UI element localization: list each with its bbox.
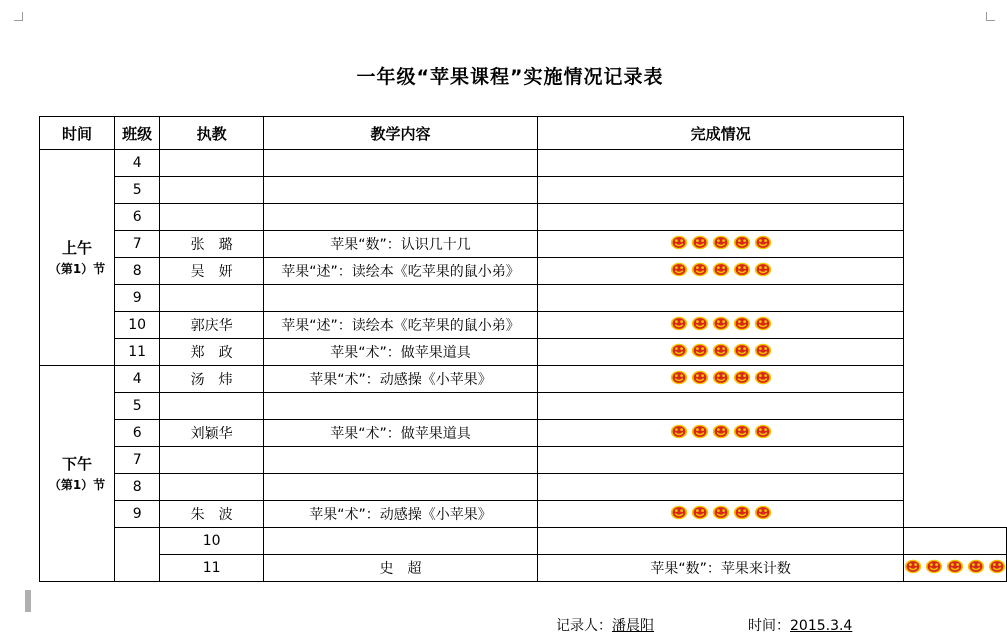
- class-cell: 5: [115, 393, 160, 420]
- period-label: 上午: [61, 238, 92, 257]
- document-title: 一年级“苹果课程”实施情况记录表: [356, 66, 664, 88]
- status-cell: [904, 555, 1007, 582]
- status-cell: [538, 501, 904, 528]
- status-cell: [538, 150, 904, 177]
- header-content: 教学内容: [263, 117, 537, 150]
- class-cell: 9: [115, 285, 160, 312]
- teacher-cell: 朱 波: [160, 501, 264, 528]
- teacher-cell: [160, 150, 264, 177]
- status-cell: [538, 177, 904, 204]
- table-row: [40, 366, 1007, 393]
- record-date: 2015.3.4: [790, 618, 853, 634]
- rating-stickers: [670, 262, 772, 277]
- class-cell: 8: [115, 258, 160, 285]
- class-cell: 7: [115, 231, 160, 258]
- smiley-sticker-icon: [691, 343, 709, 358]
- smiley-sticker-icon: [925, 559, 943, 574]
- smiley-sticker-icon: [754, 343, 772, 358]
- class-cell: 10: [115, 312, 160, 339]
- teacher-cell: 史 超: [263, 555, 537, 582]
- smiley-sticker-icon: [691, 262, 709, 277]
- table-row: [40, 231, 1007, 258]
- smiley-sticker-icon: [733, 343, 751, 358]
- text-cursor-marker: [25, 590, 31, 612]
- page-corner-mark: [986, 12, 995, 21]
- teacher-cell: [160, 204, 264, 231]
- smiley-sticker-icon: [670, 262, 688, 277]
- table-row: [40, 528, 1007, 555]
- smiley-sticker-icon: [904, 559, 922, 574]
- table-row: [40, 177, 1007, 204]
- smiley-sticker-icon: [712, 343, 730, 358]
- content-cell: 苹果“数”：苹果来计数: [538, 555, 904, 582]
- teacher-cell: 刘颖华: [160, 420, 264, 447]
- content-cell: 苹果“术”：动感操《小苹果》: [263, 501, 537, 528]
- class-cell: 9: [115, 501, 160, 528]
- period-cell: [40, 150, 115, 366]
- smiley-sticker-icon: [691, 316, 709, 331]
- rating-stickers: [670, 370, 772, 385]
- smiley-sticker-icon: [712, 505, 730, 520]
- smiley-sticker-icon: [670, 316, 688, 331]
- table-header-row: [40, 117, 1007, 150]
- date-field: [748, 615, 852, 635]
- status-cell: [538, 447, 904, 474]
- recorder-field: [556, 615, 654, 635]
- period-sub: （第1）节: [48, 477, 106, 492]
- content-cell: 苹果“述”：读绘本《吃苹果的鼠小弟》: [263, 258, 537, 285]
- teacher-cell: [160, 285, 264, 312]
- smiley-sticker-icon: [712, 316, 730, 331]
- class-cell: 11: [160, 555, 264, 582]
- content-cell: [263, 474, 537, 501]
- table-row: [40, 501, 1007, 528]
- status-cell: [538, 231, 904, 258]
- teacher-cell: 张 璐: [160, 231, 264, 258]
- status-cell: [538, 393, 904, 420]
- content-cell: [263, 150, 537, 177]
- smiley-sticker-icon: [670, 343, 688, 358]
- rating-stickers: [670, 343, 772, 358]
- smiley-sticker-icon: [670, 370, 688, 385]
- teacher-cell: 郑 政: [160, 339, 264, 366]
- smiley-sticker-icon: [946, 559, 964, 574]
- smiley-sticker-icon: [733, 262, 751, 277]
- class-cell: 4: [115, 366, 160, 393]
- status-cell: [538, 339, 904, 366]
- table-row: [40, 555, 1007, 582]
- class-cell: 6: [115, 420, 160, 447]
- smiley-sticker-icon: [754, 370, 772, 385]
- record-table: [39, 116, 1007, 582]
- table-row: [40, 204, 1007, 231]
- teacher-cell: 吴 妍: [160, 258, 264, 285]
- content-cell: [263, 447, 537, 474]
- smiley-sticker-icon: [691, 235, 709, 250]
- period-cell-empty: [115, 528, 160, 582]
- smiley-sticker-icon: [733, 424, 751, 439]
- smiley-sticker-icon: [670, 424, 688, 439]
- content-cell: 苹果“数”：认识几十几: [263, 231, 537, 258]
- smiley-sticker-icon: [733, 505, 751, 520]
- smiley-sticker-icon: [670, 235, 688, 250]
- period-sub: （第1）节: [48, 261, 106, 276]
- period-cell: [40, 366, 115, 582]
- rating-stickers: [670, 505, 772, 520]
- header-time: 时间: [40, 117, 115, 150]
- table-row: [40, 393, 1007, 420]
- teacher-cell: [160, 474, 264, 501]
- smiley-sticker-icon: [988, 559, 1006, 574]
- table-row: [40, 474, 1007, 501]
- table-row: [40, 258, 1007, 285]
- date-label: 时间：: [748, 618, 790, 634]
- class-cell: 4: [115, 150, 160, 177]
- smiley-sticker-icon: [754, 262, 772, 277]
- class-cell: 7: [115, 447, 160, 474]
- rating-stickers: [904, 559, 1006, 574]
- table-row: [40, 312, 1007, 339]
- rating-stickers: [670, 424, 772, 439]
- status-cell: [538, 258, 904, 285]
- recorder-label: 记录人：: [556, 618, 612, 634]
- table-row: [40, 420, 1007, 447]
- smiley-sticker-icon: [733, 316, 751, 331]
- status-cell: [904, 528, 1007, 555]
- smiley-sticker-icon: [754, 235, 772, 250]
- content-cell: 苹果“述”：读绘本《吃苹果的鼠小弟》: [263, 312, 537, 339]
- smiley-sticker-icon: [733, 370, 751, 385]
- class-cell: 5: [115, 177, 160, 204]
- table-body: [40, 150, 1007, 582]
- table-row: [40, 285, 1007, 312]
- header-teacher: 执教: [160, 117, 264, 150]
- teacher-cell: [160, 177, 264, 204]
- status-cell: [538, 474, 904, 501]
- smiley-sticker-icon: [712, 424, 730, 439]
- teacher-cell: [160, 447, 264, 474]
- status-cell: [538, 204, 904, 231]
- content-cell: 苹果“术”：做苹果道具: [263, 420, 537, 447]
- status-cell: [538, 366, 904, 393]
- class-cell: 10: [160, 528, 264, 555]
- smiley-sticker-icon: [754, 505, 772, 520]
- content-cell: [263, 204, 537, 231]
- header-status: 完成情况: [538, 117, 904, 150]
- status-cell: [538, 420, 904, 447]
- smiley-sticker-icon: [691, 370, 709, 385]
- teacher-cell: 汤 炜: [160, 366, 264, 393]
- period-label: 下午: [61, 454, 92, 473]
- teacher-cell: [160, 393, 264, 420]
- teacher-cell: 郭庆华: [160, 312, 264, 339]
- table-row: [40, 150, 1007, 177]
- recorder-name: 潘晨阳: [612, 618, 654, 634]
- status-cell: [538, 312, 904, 339]
- class-cell: 6: [115, 204, 160, 231]
- class-cell: 8: [115, 474, 160, 501]
- content-cell: [263, 285, 537, 312]
- teacher-cell: [263, 528, 537, 555]
- rating-stickers: [670, 316, 772, 331]
- table-row: [40, 339, 1007, 366]
- smiley-sticker-icon: [691, 424, 709, 439]
- smiley-sticker-icon: [754, 316, 772, 331]
- page-corner-mark: [14, 12, 23, 21]
- status-cell: [538, 285, 904, 312]
- content-cell: 苹果“术”：动感操《小苹果》: [263, 366, 537, 393]
- table-row: [40, 447, 1007, 474]
- content-cell: [538, 528, 904, 555]
- content-cell: [263, 177, 537, 204]
- class-cell: 11: [115, 339, 160, 366]
- rating-stickers: [670, 235, 772, 250]
- smiley-sticker-icon: [712, 235, 730, 250]
- smiley-sticker-icon: [733, 235, 751, 250]
- smiley-sticker-icon: [754, 424, 772, 439]
- smiley-sticker-icon: [967, 559, 985, 574]
- smiley-sticker-icon: [712, 370, 730, 385]
- smiley-sticker-icon: [712, 262, 730, 277]
- header-class: 班级: [115, 117, 160, 150]
- smiley-sticker-icon: [691, 505, 709, 520]
- content-cell: 苹果“术”：做苹果道具: [263, 339, 537, 366]
- smiley-sticker-icon: [670, 505, 688, 520]
- content-cell: [263, 393, 537, 420]
